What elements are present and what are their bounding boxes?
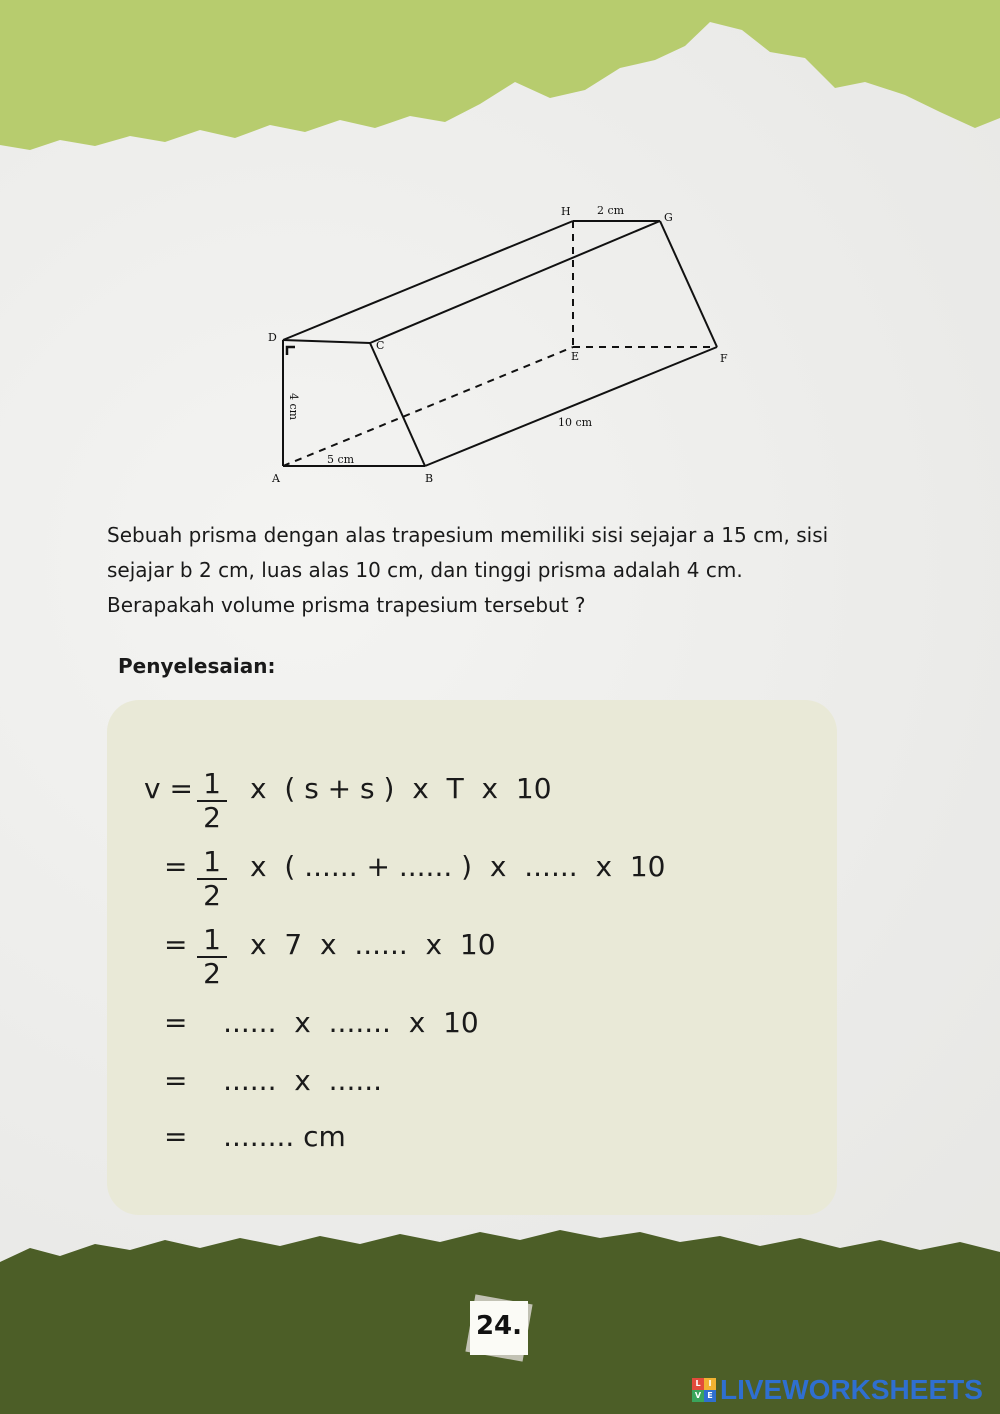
fraction-half: [197, 768, 227, 834]
question-line: sejajar b 2 cm, luas alas 10 cm, dan tinggi prisma adalah 4 cm.: [107, 558, 743, 582]
trapezoid-prism-figure: [255, 195, 745, 490]
fraction-denominator: 2: [203, 801, 221, 834]
step-6-expression[interactable]: = ........ cm: [164, 1120, 346, 1153]
question-line: Sebuah prisma dengan alas trapesium memiliki sisi sejajar a 15 cm, sisi: [107, 523, 829, 547]
measure-bottom: 5 cm: [327, 453, 355, 466]
fraction-numerator: 1: [197, 846, 227, 880]
logo-grid-icon: [692, 1378, 716, 1402]
vertex-label-G: G: [664, 211, 673, 224]
edge-CG: [370, 221, 660, 343]
fraction-denominator: 2: [203, 957, 221, 990]
edge-AE: [283, 347, 573, 466]
liveworksheets-logo: [692, 1374, 983, 1406]
logo-text: LIVEWORKSHEETS: [720, 1374, 983, 1405]
fraction-numerator: 1: [197, 768, 227, 802]
fraction-half: [197, 924, 227, 990]
page-number-badge: [468, 1297, 530, 1359]
vertex-label-F: F: [720, 352, 728, 365]
right-angle-mark: [287, 347, 295, 355]
edge-BF: [425, 347, 717, 466]
vertex-label-C: C: [376, 339, 385, 352]
step-2-expression[interactable]: x ( ...... + ...... ) x ...... x 10: [250, 850, 666, 883]
step-1-expression: x ( s + s ) x T x 10: [250, 772, 552, 805]
logo-letter: V: [692, 1390, 704, 1402]
step-5-expression[interactable]: = ...... x ......: [164, 1064, 383, 1097]
question-line: Berapakah volume prisma trapesium tersebut ?: [107, 593, 586, 617]
measure-top: 2 cm: [597, 204, 625, 217]
edge-GF: [660, 221, 717, 347]
fraction-denominator: 2: [203, 879, 221, 912]
vertex-label-B: B: [425, 472, 434, 485]
edge-CB: [370, 343, 425, 466]
step-1-prefix: v =: [144, 772, 193, 805]
step-3-expression[interactable]: x 7 x ...... x 10: [250, 928, 496, 961]
question-text: [107, 518, 897, 623]
answer-box: [107, 700, 837, 1215]
vertex-label-A: A: [272, 472, 280, 485]
vertex-label-D: D: [268, 331, 277, 344]
logo-letter: E: [704, 1390, 716, 1402]
vertex-label-E: E: [571, 350, 580, 363]
vertex-label-H: H: [561, 205, 571, 218]
step-4-expression[interactable]: = ...... x ....... x 10: [164, 1006, 479, 1039]
page-number: 24.: [475, 1311, 523, 1341]
fraction-half: [197, 846, 227, 912]
measure-length: 10 cm: [558, 416, 593, 429]
logo-letter: L: [692, 1378, 704, 1390]
edge-DH: [283, 221, 573, 340]
step-3-prefix: =: [164, 928, 188, 961]
solution-title: Penyelesaian:: [118, 654, 276, 678]
step-2-prefix: =: [164, 850, 188, 883]
top-torn-band: [0, 0, 1000, 170]
measure-height: 4 cm: [287, 393, 300, 421]
fraction-numerator: 1: [197, 924, 227, 958]
logo-letter: I: [704, 1378, 716, 1390]
edge-DC: [283, 340, 370, 343]
